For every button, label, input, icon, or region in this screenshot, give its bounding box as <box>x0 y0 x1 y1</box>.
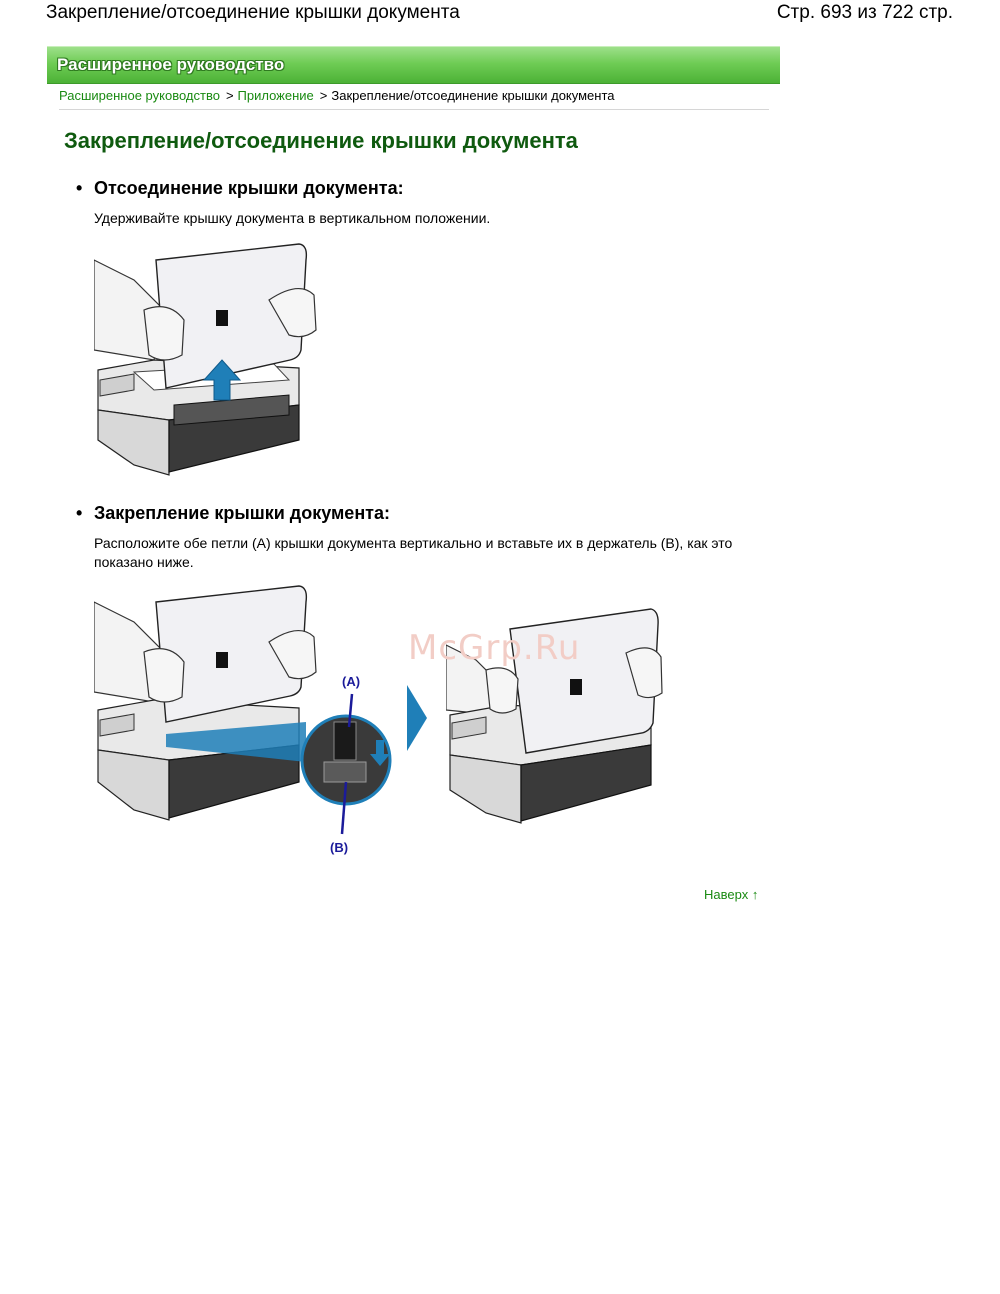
section-detach-text: Удерживайте крышку документа в вертикальном положении. <box>94 210 491 226</box>
back-to-top-label: Наверх <box>704 887 749 902</box>
manual-banner <box>47 46 780 84</box>
breadcrumb-link-advanced-guide[interactable]: Расширенное руководство <box>59 88 220 103</box>
watermark: McGrp.Ru <box>408 628 581 668</box>
back-to-top-link[interactable] <box>704 887 758 902</box>
section-detach-title: Отсоединение крышки документа: <box>94 178 404 198</box>
page-header <box>0 0 1000 34</box>
page-number: Стр. 693 из 722 стр. <box>776 2 953 23</box>
bullet: • <box>76 503 83 523</box>
breadcrumb-divider <box>59 109 769 110</box>
bullet: • <box>76 178 83 198</box>
arrow-up-icon: ↑ <box>751 887 759 902</box>
breadcrumb-current: Закрепление/отсоединение крышки документа <box>331 88 615 103</box>
breadcrumb-separator: > <box>319 88 328 103</box>
callout-b-label: (B) <box>330 840 349 855</box>
section-detach-heading <box>76 178 404 199</box>
banner-title: Расширенное руководство <box>57 55 285 74</box>
step-arrow-icon <box>405 683 429 753</box>
document-title: Закрепление/отсоединение крышки документа <box>46 2 460 23</box>
detach-cover-illustration <box>94 240 324 480</box>
section-attach-text: Расположите обе петли (A) крышки документа вертикально и вставьте их в держатель (B), как это показано ниже. <box>94 535 733 570</box>
breadcrumb-link-appendix[interactable]: Приложение <box>237 88 314 103</box>
section-attach-heading <box>76 503 390 524</box>
breadcrumb <box>59 88 615 103</box>
breadcrumb-separator: > <box>225 88 234 103</box>
section-attach-title: Закрепление крышки документа: <box>94 503 391 523</box>
attach-cover-illustration <box>94 582 394 862</box>
page-title: Закрепление/отсоединение крышки документа <box>64 128 578 153</box>
callout-a-label: (A) <box>342 674 361 689</box>
